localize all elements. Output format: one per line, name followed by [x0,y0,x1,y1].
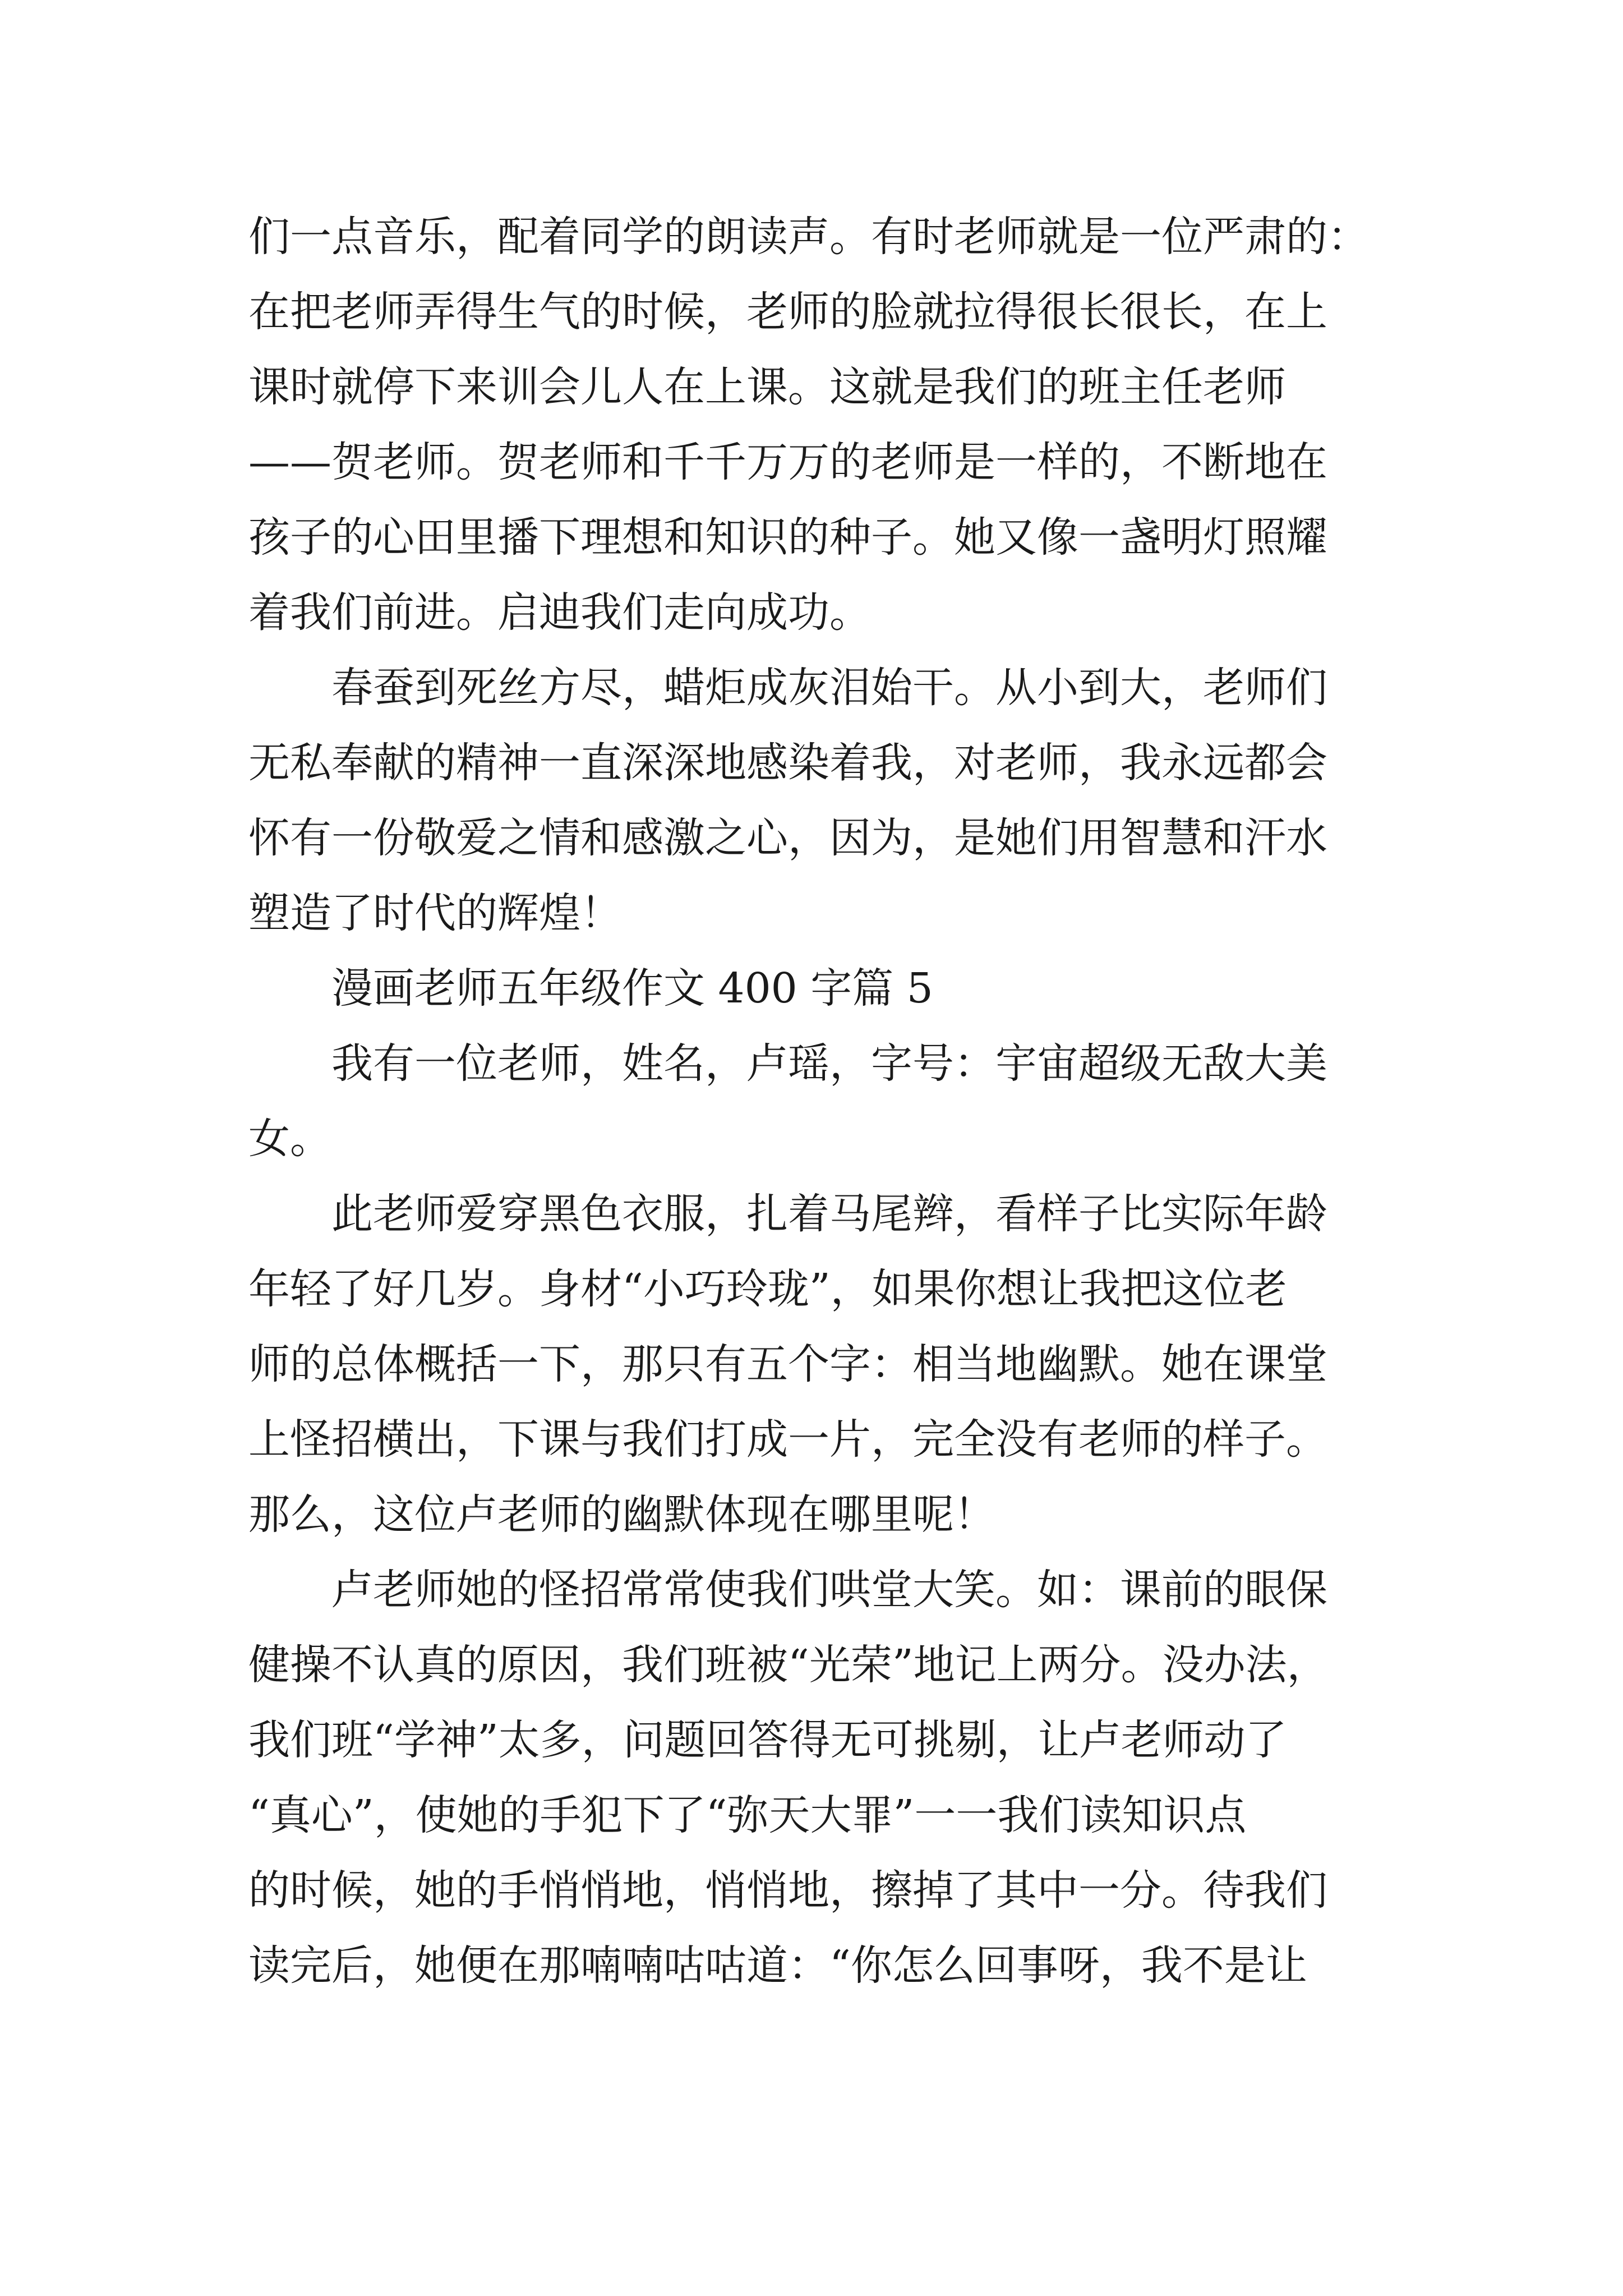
text-line: 我们班“学神”太多，问题回答得无可挑剔，让卢老师动了 [248,1716,1287,1764]
text-line: 读完后，她便在那喃喃咕咕道：“你怎么回事呀，我不是让 [248,1941,1307,1990]
text-line: 在把老师弄得生气的时候，老师的脸就拉得很长很长，在上 [248,288,1327,336]
text-line: 课时就停下来训会儿人在上课。这就是我们的班主任老师 [248,363,1286,411]
text-line: 着我们前进。启迪我们走向成功。 [248,588,871,637]
text-line: 那么，这位卢老师的幽默体现在哪里呢！ [248,1490,995,1539]
text-line: ——贺老师。贺老师和千千万万的老师是一样的，不断地在 [248,438,1327,486]
text-line: 怀有一份敬爱之情和感激之心，因为，是她们用智慧和汗水 [248,814,1327,862]
text-line: 上怪招横出，下课与我们打成一片，完全没有老师的样子。 [248,1415,1327,1464]
paragraph-start-line: 春蚕到死丝方尽，蜡炬成灰泪始干。从小到大，老师们 [331,664,1327,712]
document-body [248,199,1404,2003]
text-line: 师的总体概括一下，那只有五个字：相当地幽默。她在课堂 [248,1340,1327,1388]
text-line: 健操不认真的原因，我们班被“光荣”地记上两分。没办法， [248,1641,1329,1689]
paragraph-start-line: 我有一位老师，姓名，卢瑶，字号：宇宙超级无敌大美 [331,1039,1327,1088]
text-line: 无私奉献的精神一直深深地感染着我，对老师，我永远都会 [248,739,1327,787]
text-line: 的时候，她的手悄悄地，悄悄地，擦掉了其中一分。待我们 [248,1866,1327,1915]
text-line: “真心”，使她的手犯下了“弥天大罪”一一我们读知识点 [248,1791,1247,1839]
paragraph-start-line: 卢老师她的怪招常常使我们哄堂大笑。如：课前的眼保 [331,1566,1327,1614]
text-line: 年轻了好几岁。身材“小巧玲珑”，如果你想让我把这位老 [248,1265,1287,1313]
paragraph-start-line: 此老师爱穿黑色衣服，扎着马尾辫，看样子比实际年龄 [331,1190,1327,1238]
text-line: 孩子的心田里播下理想和知识的种子。她又像一盏明灯照耀 [248,513,1327,562]
text-line: 女。 [248,1115,331,1163]
text-line: 们一点音乐，配着同学的朗读声。有时老师就是一位严肃的： [248,213,1369,261]
section-heading: 漫画老师五年级作文 400 字篇 5 [331,964,933,1013]
text-line: 塑造了时代的辉煌！ [248,889,622,937]
